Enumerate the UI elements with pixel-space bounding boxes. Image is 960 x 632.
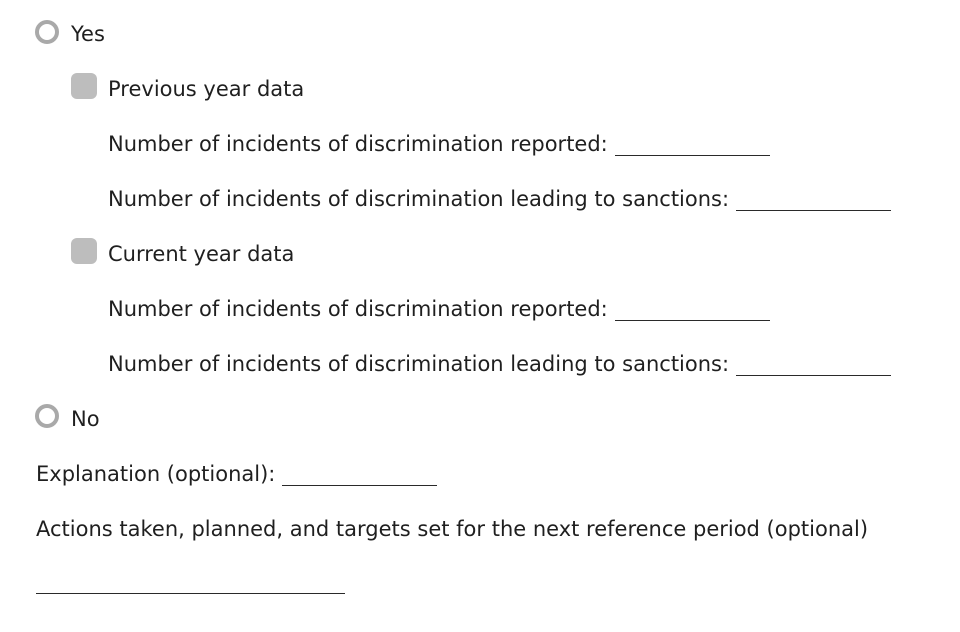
yes-radio[interactable] bbox=[35, 20, 59, 44]
current-year-sanctions-field[interactable] bbox=[736, 355, 891, 376]
previous-year-sanctions-label: Number of incidents of discrimination leading to sanctions: bbox=[108, 187, 730, 211]
previous-year-reported-label: Number of incidents of discrimination reported: bbox=[108, 132, 608, 156]
explanation-field[interactable] bbox=[282, 465, 437, 486]
previous-year-reported-row bbox=[108, 132, 770, 156]
current-year-reported-row bbox=[108, 297, 770, 321]
actions-field[interactable] bbox=[36, 593, 345, 594]
actions-label: Actions taken, planned, and targets set for the next reference period (optional) bbox=[36, 517, 869, 541]
previous-year-checkbox[interactable] bbox=[71, 73, 97, 99]
current-year-reported-label: Number of incidents of discrimination reported: bbox=[108, 297, 608, 321]
explanation-row bbox=[36, 462, 437, 486]
no-label: No bbox=[71, 407, 100, 431]
no-radio[interactable] bbox=[35, 404, 59, 428]
yes-label: Yes bbox=[71, 22, 105, 46]
current-year-label: Current year data bbox=[108, 242, 295, 266]
current-year-sanctions-label: Number of incidents of discrimination leading to sanctions: bbox=[108, 352, 730, 376]
previous-year-label: Previous year data bbox=[108, 77, 305, 101]
current-year-sanctions-row bbox=[108, 352, 891, 376]
explanation-label: Explanation (optional): bbox=[36, 462, 276, 486]
current-year-reported-field[interactable] bbox=[615, 300, 770, 321]
current-year-checkbox[interactable] bbox=[71, 238, 97, 264]
previous-year-sanctions-row bbox=[108, 187, 891, 211]
previous-year-reported-field[interactable] bbox=[615, 135, 770, 156]
previous-year-sanctions-field[interactable] bbox=[736, 190, 891, 211]
